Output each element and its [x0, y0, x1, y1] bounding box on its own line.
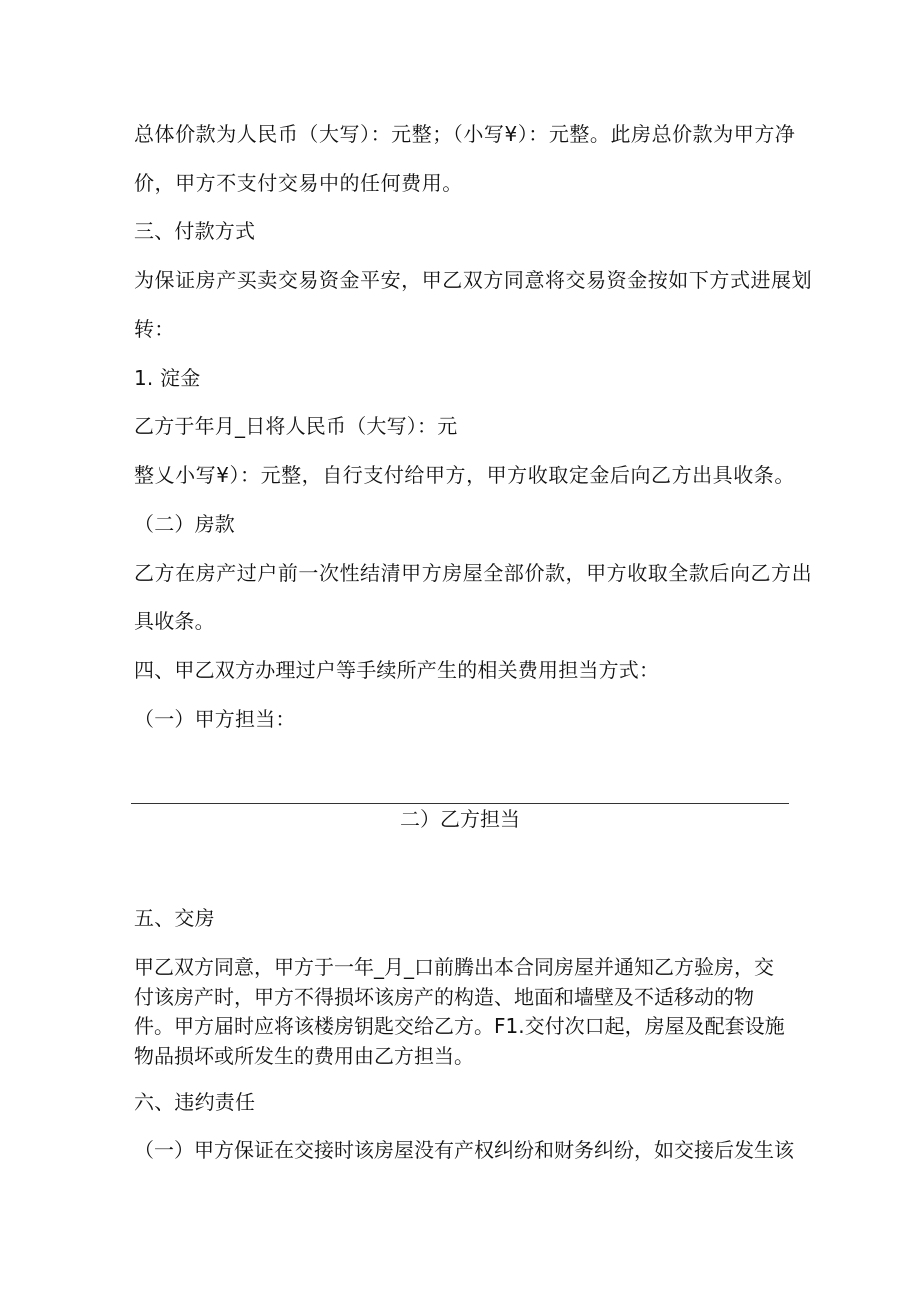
paragraph-handover-2: 付该房产时，甲方不得损坏该房产的构造、地面和墙壁及不适移动的物: [134, 985, 754, 1009]
subheading-house-payment: （二）房款: [134, 512, 235, 536]
paragraph-house-payment-end: 具收条。: [134, 609, 215, 633]
section-heading-handover: 五、交房: [134, 906, 215, 930]
paragraph-deposit-amount: 整乂小写¥）：元整，自行支付给甲方，甲方收取定金后向乙方出具收条。: [134, 463, 795, 487]
paragraph-payment-intro: 为保证房产买卖交易资金平安，甲乙双方同意将交易资金按如下方式进展划: [134, 268, 813, 292]
paragraph-house-payment: 乙方在房产过户前一次性结清甲方房屋全部价款，甲方收取全款后向乙方出: [134, 561, 813, 585]
paragraph-handover-1: 甲乙双方同意，甲方于一年_月_口前腾出本合同房屋并通知乙方验房，交: [134, 955, 774, 979]
paragraph-deposit-date: 乙方于年月_日将人民币（大写）：元: [134, 414, 458, 438]
subheading-party-b-fees: 二）乙方担当: [400, 807, 520, 831]
section-heading-payment: 三、付款方式: [134, 219, 256, 243]
paragraph-handover-3: 件。甲方届时应将该楼房钥匙交给乙方。F1.交付次口起，房屋及配套设施: [134, 1014, 785, 1038]
paragraph-payment-intro-end: 转：: [134, 317, 175, 341]
paragraph-liability-1: （一）甲方保证在交接时该房屋没有产权纠纷和财务纠纷，如交接后发生该: [134, 1138, 794, 1162]
fill-in-underline: [131, 803, 789, 804]
section-heading-fees: 四、甲乙双方办理过户等手续所产生的相关费用担当方式：: [134, 658, 660, 682]
paragraph-total-price: 总体价款为人民币（大写）：元整；（小写¥）：元整。此房总价款为甲方净: [134, 122, 796, 146]
section-heading-liability: 六、违约责任: [134, 1090, 256, 1114]
paragraph-price-note: 价，甲方不支付交易中的任何费用。: [134, 171, 463, 195]
paragraph-handover-4: 物品损坏或所发生的费用由乙方担当。: [134, 1044, 474, 1068]
subheading-deposit: 1. 淀金: [134, 366, 201, 390]
subheading-party-a-fees: （一）甲方担当：: [134, 707, 296, 731]
